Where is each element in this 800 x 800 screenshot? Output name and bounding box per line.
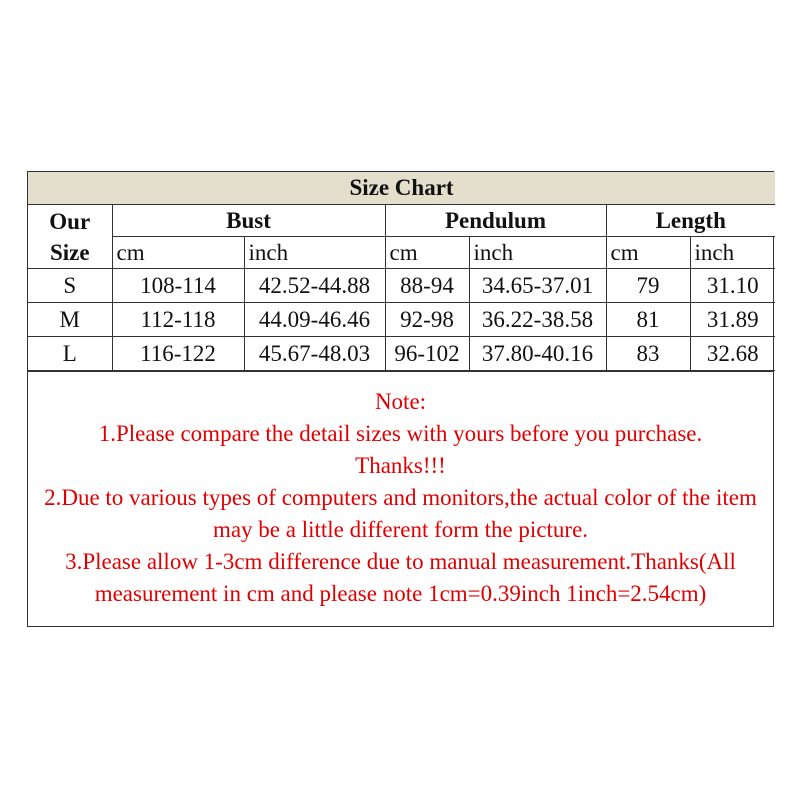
our-size-header xyxy=(28,205,112,269)
size-chart xyxy=(27,171,774,627)
size-cell: S xyxy=(28,269,112,303)
table-row xyxy=(28,337,775,371)
bust-cm-cell: 108-114 xyxy=(112,269,244,303)
notes-section xyxy=(28,371,773,626)
length-cm-cell: 83 xyxy=(606,337,690,371)
pendulum-header: Pendulum xyxy=(385,205,606,237)
pendulum-inch-cell: 36.22-38.58 xyxy=(469,303,606,337)
pendulum-inch-cell: 37.80-40.16 xyxy=(469,337,606,371)
size-cell: L xyxy=(28,337,112,371)
note-2: 2.Due to various types of computers and monitors,the actual color of the item may be a little different form the picture. xyxy=(44,485,757,542)
pendulum-cm-cell: 92-98 xyxy=(385,303,469,337)
bust-cm-cell: 112-118 xyxy=(112,303,244,337)
size-cell: M xyxy=(28,303,112,337)
note-1: 1.Please compare the detail sizes with yours before you purchase. Thanks!!! xyxy=(98,421,703,478)
unit-bust-inch: inch xyxy=(244,237,385,269)
bust-inch-cell: 44.09-46.46 xyxy=(244,303,385,337)
chart-title: Size Chart xyxy=(28,172,775,205)
length-cm-cell: 81 xyxy=(606,303,690,337)
unit-pendulum-inch: inch xyxy=(469,237,606,269)
our-size-label: Our Size xyxy=(49,208,91,265)
unit-length-inch: inch xyxy=(690,237,775,269)
note-3: 3.Please allow 1-3cm difference due to manual measurement.Thanks(All measurement in cm and please note 1cm=0.39inch 1inch=2.54cm) xyxy=(65,549,736,606)
pendulum-cm-cell: 88-94 xyxy=(385,269,469,303)
unit-bust-cm: cm xyxy=(112,237,244,269)
table-row xyxy=(28,269,775,303)
note-heading: Note: xyxy=(374,389,427,414)
pendulum-cm-cell: 96-102 xyxy=(385,337,469,371)
length-header: Length xyxy=(606,205,775,237)
size-table xyxy=(28,172,775,371)
length-cm-cell: 79 xyxy=(606,269,690,303)
pendulum-inch-cell: 34.65-37.01 xyxy=(469,269,606,303)
bust-inch-cell: 45.67-48.03 xyxy=(244,337,385,371)
bust-cm-cell: 116-122 xyxy=(112,337,244,371)
length-inch-cell: 32.68 xyxy=(690,337,775,371)
unit-pendulum-cm: cm xyxy=(385,237,469,269)
bust-inch-cell: 42.52-44.88 xyxy=(244,269,385,303)
length-inch-cell: 31.89 xyxy=(690,303,775,337)
length-inch-cell: 31.10 xyxy=(690,269,775,303)
table-row xyxy=(28,303,775,337)
unit-length-cm: cm xyxy=(606,237,690,269)
bust-header: Bust xyxy=(112,205,385,237)
